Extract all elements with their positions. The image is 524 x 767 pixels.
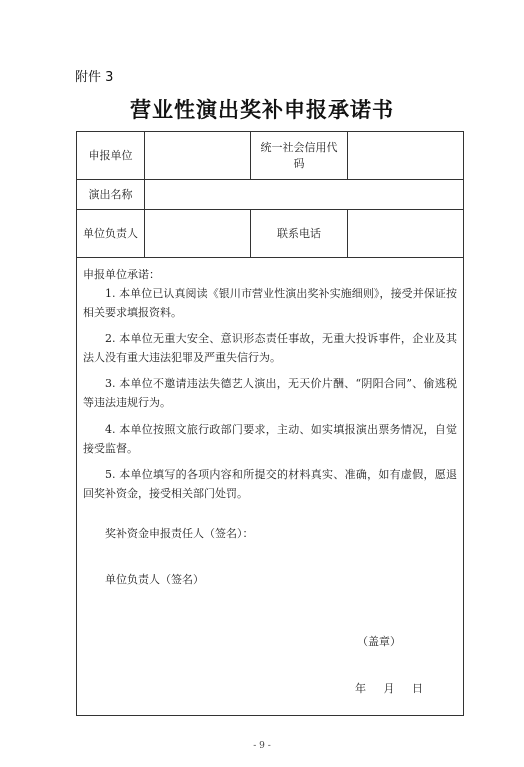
unit-leader-label: 单位负责人 xyxy=(77,210,145,258)
pledge-heading: 申报单位承诺： xyxy=(83,268,160,281)
contact-phone-field[interactable] xyxy=(348,210,464,258)
page-number: - 9 - xyxy=(253,741,271,751)
fund-responsible-signature[interactable]: 奖补资金申报责任人（签名）： xyxy=(105,527,254,540)
show-name-label: 演出名称 xyxy=(77,180,145,210)
form-row-leader xyxy=(77,210,464,258)
pledge-section xyxy=(77,258,464,716)
document-title: 营业性演出奖补申报承诺书 xyxy=(130,97,394,122)
application-form-table xyxy=(76,131,464,716)
unit-leader-signature[interactable]: 单位负责人（签名） xyxy=(105,573,204,586)
seal-label: （盖章） xyxy=(357,635,401,648)
show-name-field[interactable] xyxy=(145,180,464,210)
applicant-unit-field[interactable] xyxy=(145,132,251,180)
form-row-unit xyxy=(77,132,464,180)
form-row-pledge xyxy=(77,258,464,716)
applicant-unit-label: 申报单位 xyxy=(77,132,145,180)
pledge-item-3: 3. 本单位不邀请违法失德艺人演出，无天价片酬、“阴阳合同”、偷逃税等违法违规行为。 xyxy=(83,377,457,409)
credit-code-label: 统一社会信用代码 xyxy=(251,132,348,180)
pledge-item-4: 4. 本单位按照文旅行政部门要求，主动、如实填报演出票务情况，自觉接受监督。 xyxy=(83,423,457,455)
date-line[interactable]: 年 月 日 xyxy=(355,682,423,695)
contact-phone-label: 联系电话 xyxy=(251,210,348,258)
unit-leader-field[interactable] xyxy=(145,210,251,258)
pledge-item-5: 5. 本单位填写的各项内容和所提交的材料真实、准确，如有虚假，愿退回奖补资金，接受相关部门处罚。 xyxy=(83,468,457,500)
form-row-show xyxy=(77,180,464,210)
pledge-item-2: 2. 本单位无重大安全、意识形态责任事故，无重大投诉事件，企业及其法人没有重大违法犯罪及严重失信行为。 xyxy=(83,332,457,364)
pledge-item-1: 1. 本单位已认真阅读《银川市营业性演出奖补实施细则》，接受并保证按相关要求填报资料。 xyxy=(83,287,457,319)
attachment-label: 附件 3 xyxy=(75,70,114,85)
credit-code-field[interactable] xyxy=(348,132,464,180)
